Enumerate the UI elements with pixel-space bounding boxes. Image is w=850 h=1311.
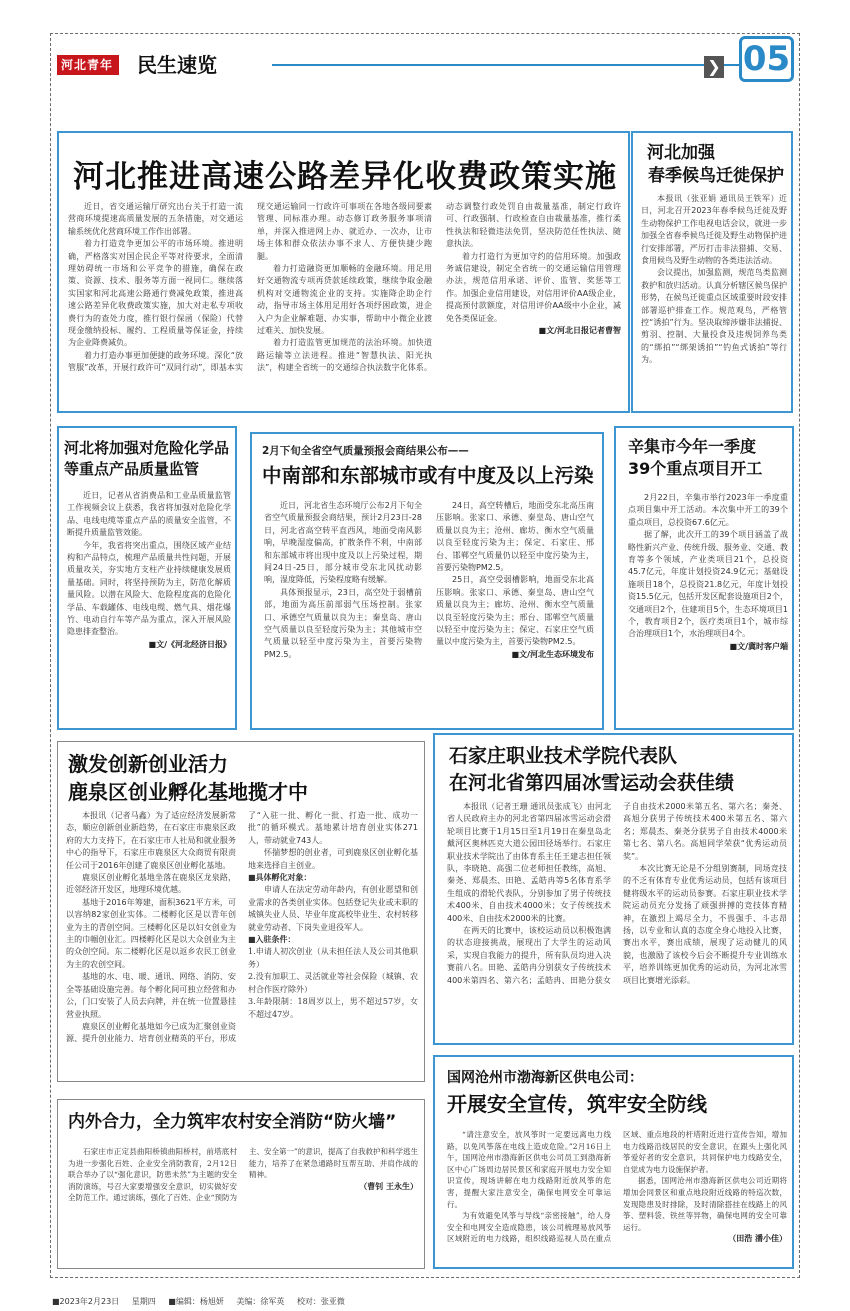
byline: （田浩 潘小佳） [728,1233,787,1244]
article-kicker: 2月下旬全省空气质量预报会商结果公布—— [262,445,469,457]
paragraph: 25日，高空受弱槽影响，地面受东北高压影响。张家口、承德、秦皇岛、唐山空气质量以良为主；廊坊、沧州、衡水空气质量以良至轻度污染为主；邢台、邯郸空气质量以轻至中度污染为主；保定、石家庄空气质量以中度污染为主，首要污染物PM2.5。 [436,575,594,647]
paragraph: 2月22日，辛集市举行2023年一季度重点项目集中开工活动。本次集中开工的39个重点项目，总投资67.6亿元。 [628,493,788,527]
subheading: ■具体孵化对象： [248,873,312,883]
byline: ■文/《河北经济日报》 [148,639,231,649]
paragraph: 具体预报显示，23日，高空处于弱槽前部，地面为高压前部弱气压场控制。张家口、承德空气质量以良为主；秦皇岛、唐山空气质量以良至轻度污染为主；其他城市空气质量以轻至中度污染为主，首要污染物PM2.5。 [264,587,422,659]
article-body [66,810,418,1078]
article-title: 辛集市今年一季度 39个重点项目开工 [628,437,763,478]
article-luquan-incubator [57,741,425,1082]
masthead [57,52,792,92]
paragraph: 为有效避免风筝与导线“亲密接触”，给人身安全和电网安全造成隐患，该公司梳理易放风筝区域附近的电力线路，组织线路巡视人员在重点区域、重点地段的杆塔附近进行宣传告知，增加电力线路沿线居民的安全意识，在跟头上强化风筝爱好者的安全意识，共同保护电力线路安全，自觉成为电力设施保护者。 [447,1130,787,1244]
article-ice-snow-games [433,733,794,1045]
paragraph: 鹿泉区创业孵化基地坐落在鹿泉区龙泉路，近邻经济开发区，地理环境优越。 [66,873,236,895]
paragraph: 着力打造行为更加守约的信用环境。加强政务诚信建设，制定全省统一的交通运输信用管理办法，规范信用承诺、评价、监管、奖惩等工作。加强企业信用建设，对信用评价AA级企业，提高预付款额度，对信用评价AA级中小企业，减免各类保证金。 [446,251,621,323]
footer-editor: ■编辑：杨旭妍 [168,1297,224,1306]
paragraph: 基地的水、电、暖、通讯、网络、消防、安全等基础设施完善。每个孵化间可独立经营和办公，门口安装了人员去向牌，并在统一位置悬挂营业执照。 [66,972,236,1019]
subheading: ■入驻条件： [248,935,296,945]
article-body [67,490,231,728]
article-body [68,1146,418,1264]
paragraph: 本报讯（记者马鑫）为了适应经济发展新常态，顺应创新创业新趋势，在石家庄市鹿泉区政府的大力支持下，在石家庄市人社局和就业服务中心的指导下，石家庄市鹿泉区大众商贸有限责任公司于2016年创建了鹿泉区创业孵化基地。 [66,811,236,870]
footer-proofreader: 校对：张亚微 [296,1297,345,1306]
paragraph: 怀揣梦想的创业者，可到鹿泉区创业孵化基地来选择自主创业。 [248,848,418,870]
article-body [641,193,787,409]
byline: ■文/河北日报记者曹智 [538,326,621,336]
list-item: 2.没有加职工、灵活就业等社会保险（城镇、农村合作医疗除外） [248,972,418,994]
newspaper-logo[interactable]: 河北青年报 [57,55,119,75]
article-title: 河北将加强对危险化学品等重点产品质量监管 [64,439,230,478]
header-rule [272,64,752,66]
page-number: 05 [739,36,794,82]
paragraph: 会议提出，加强监测，规范鸟类监测救护和放归活动。认真分析辖区候鸟保护形势，在候鸟迁徙重点区域重要时段安排部署巡护排查工作。规范观鸟，严格管控“诱拍”行为。坚决取缔涉嫌非法捕捉、剪羽、控制、大量投食及违规饲养鸟类的“绑拍”“绑架诱拍”“钓鱼式诱拍”等行为。 [641,268,787,365]
article-bird-protection [631,131,793,413]
section-title: 民生速览 [137,53,217,77]
page-footer [52,1296,355,1307]
paragraph: 本报讯（记者王珊 通讯员张成飞）由河北省人民政府主办的河北省第四届冰雪运动会滑轮项目比赛于1月15日至1月19日在秦皇岛北戴河区奥林匹克大道公园田径场举行。石家庄职业技术学院出了由体育系主任王建志担任领队，李晓艳、高强二位老师担任教练，高旭、秦尧、郑晨杰、田艳、孟皓冉等5名体育系学生组成的滑轮代表队，分别参加了男子传统技术400米、自由技术4000米；女子传统技术400米、自由技术2000米的比赛。 [447,802,611,923]
article-power-safety [433,1055,794,1269]
footer-date: ■2023年2月23日 [52,1297,120,1306]
article-highway-toll [57,131,630,413]
paragraph: 鹿泉区创业孵化基地如今已成为汇聚创业资源、提升创业能力、培育创业精英的平台，形成了“入驻一批、孵化一批、打造一批、成功一批”的循环模式。基地累计培育创业实体271人，带动就业743人。 [66,811,418,1044]
paragraph: 石家庄市正定县曲阳桥镇曲阳桥村，前塔底村为进一步强化百姓、企业安全消防教育，2月12日联合举办了以“强化意识，防患未然”为主题的安全消防演练，号召大家要增强安全意识，切实做好安全防范工作。通过演练，强化了百姓、企业“预防为主、安全第一”的意识，提高了自我救护和科学逃生能力，培养了在紧急通路时互帮互助、并肩作战的精神。 [68,1147,418,1203]
paragraph: 近日，记者从省消费品和工业品质量监管工作视频会议上获悉，我省将加强对危险化学品、电线电缆等重点产品的质量安全监管，不断提升质量监管效能。 [67,491,231,538]
article-body [628,492,788,728]
byline: ■文/冀时客户端 [729,641,788,651]
article-hazardous-chemicals [57,426,237,730]
paragraph: 基地于2016年筹建，面积3621平方米，可以容纳82家创业实体。二楼孵化区是以青年创业为主的青创空间。三楼孵化区是以妇女创业为主的巾帼创业汇。四楼孵化区是以大众创业为主的众创空间。东二楼孵化区是以返乡农民工创业为主的农创空间。 [66,897,236,969]
footer-weekday: 星期四 [131,1297,156,1306]
article-title: 激发创新创业活力 鹿泉区创业孵化基地揽才中 [68,752,308,804]
footer-designer: 美编：徐军英 [236,1297,285,1306]
paragraph: 本次比赛无论是不分组别赛制，同场竞技的不乏有体育专业优秀运动员，包括有该项目健将级水平的运动员参赛。石家庄职业技术学院运动员充分发扬了顽强拼搏的竞技体育精神，在激烈上竭尽全力，不畏强手、斗志昂扬，以专业和认真的态度全身心地投入比赛，赛出水平，赛出成绩，展现了运动健儿的风貌，也激励了该校今后会不断提升专业训练水平，培养训练更加优秀的运动员，为河北冰雪项目比赛增光添彩。 [623,864,787,985]
paragraph: 着力打造融资更加顺畅的金融环境。用足用好交通物流专项再贷款延续政策，继续争取金融机构对交通物流企业的支持。实施降企助企行动，指导市场主体用足用好各项纾困政策，进企入户为企业解难题、办实事，帮助中小微企业渡过难关、加快发展。 [257,264,432,336]
paragraph: 24日，高空转槽后，地面受东北高压南压影响。张家口、承德、秦皇岛、唐山空气质量以良为主；沧州、廊坊、衡水空气质量以良至轻度污染为主；保定、石家庄、邢台、邯郸空气质量仍以轻至中度污染为主，首要污染物PM2.5。 [436,501,594,573]
paragraph: 今年，我省将突出重点，围绕区域产业结构和产品特点，梳理产品质量共性问题，开展质量攻关，夯实地方支柱产业持续健康发展质量基础。同时，将坚持预防为主，防范化解质量风险。以潜在风险大、危险程度高的危险化学品、车载罐体、电线电缆、燃气具、烟花爆竹、电动自行车等产品为重点，深入开展风险隐患排查整治。 [67,540,231,637]
paragraph: 据悉，国网沧州市渤海新区供电公司近期将增加会同景区和重点地段附近线路的特巡次数，发现隐患及时排除，及时清除搭挂在线路上的风筝、塑料袋、铁丝等异物，确保电网的安全可靠运行。 [623,1176,787,1232]
paragraph: 本报讯（张亚娟 通讯员王铁军）近日，河北召开2023年春季候鸟迁徙及野生动物保护工作电视电话会议，就进一步加强全省春季候鸟迁徙及野生动物保护进行安排部署，严厉打击非法猎捕、交易、食用候鸟及野生动物的各类违法活动。 [641,194,787,266]
next-page-arrow-icon[interactable]: ❯ [704,56,724,78]
article-title: 国网沧州市渤海新区供电公司： 开展安全宣传，筑牢安全防线 [447,1070,707,1116]
article-title: 河北加强 春季候鸟迁徙保护 [647,143,784,186]
article-air-quality [250,432,604,730]
paragraph: 近日，省交通运输厅研究出台关于打造一流营商环境提速高质量发展的五条措施，对交通运输系统优化营商环境工作作出部署。 [68,202,243,236]
paragraph: 着力打造竞争更加公平的市场环境。推进明确，严格落实对国企民企平等对待要求，全面清理妨碍统一市场和公平竞争的措施，确保在政策、资源、技术、服务等方面一视同仁。继续落实国家和河北高速公路通行费减免政策，推进高速公路差异化收费政策实施，加大对走私专项收费行为的查处力度，推行银行保函（保险）代替现金缴纳投标、履约、工程质量等保证金，持续为企业降费减负。 [68,239,243,348]
paragraph: 近日，河北省生态环境厅公布2月下旬全省空气质量预报会商结果，预计2月23日-28日，河北省高空转平直西风，地面受南风影响，早晚湿度偏高，扩散条件不利，中南部和东部城市将出现中度及以上污染过程，期间24日-25日，部分城市受东北风扰动影响，湿度降低，污染程度略有缓解。 [264,501,422,585]
list-item: 1.申请人初次创业（从未担任法人及公司其他职务） [248,947,418,969]
article-body [68,201,621,405]
article-fire-safety [57,1099,425,1269]
article-title: 石家庄职业技术学院代表队 在河北省第四届冰雪运动会获佳绩 [449,745,735,794]
paragraph: 着力打造办事更加便捷的政务环境。深化“放管服”改革，开展行政许可“双同行动”，即基本实现交通运输同一行政许可事项在各地各级同要素管理、同标准办理。动态修订政务服务事项清单，并深入推进网上办、就近办、一次办，让市场主体和群众依法办事不求人、方便快捷少跑腿。 [68,202,432,373]
byline: ■文/河北生态环境发布 [511,649,594,659]
article-title: 河北推进高速公路差异化收费政策实施 [73,159,617,195]
paragraph: “请注意安全，放风筝时一定要远离电力线路，以免风筝落在电线上造成危险。”2月16日上午，国网沧州市渤海新区供电公司员工到渤海新区中心广场周边居民景区和家庭开展电力安全知识宣传，现场讲解在电力线路附近放风筝的危害，提醒大家注意安全，确保电网安全可靠运行。 [447,1130,611,1209]
article-body [447,1129,787,1265]
article-title: 中南部和东部城市或有中度及以上污染 [262,464,594,487]
paragraph: 在两天的比赛中，该校运动员以积极饱满的状态迎接挑战，展现出了大学生的运动风采，实现自我能力的提升，所有队员均进入决赛前八名。田艳、孟皓冉分别获女子传统技术400米第四名、第六名；孟皓冉、田艳分获女子自由技术2000米第五名、第六名；秦尧、高旭分获男子传统技术400米第五名、第六名；郑晨杰、秦尧分获男子自由技术4000米第七名、第八名。高旭同学荣获“优秀运动员奖”。 [447,802,787,985]
paragraph: 据了解，此次开工的39个项目涵盖了战略性新兴产业、传统升级、服务业、交通、教育等多个领域，产业类项目21个，总投资45.7亿元，年度计划投资24.9亿元；基础设施项目18个，总投资21.8亿元，年度计划投资15.5亿元，包括开发区配套设施项目2个，交通项目2个，住建项目5个，生态环境项目1个，教育项目2个，医疗类项目1个，城市综合治理项目1个，水治理项目4个。 [628,530,788,639]
paragraph: 申请人在法定劳动年龄内，有创业愿望和创业需求的各类创业实体。包括登记失业或未职的城镇失业人员、毕业年度高校毕业生、农村转移就业劳动者、下岗失业退役军人。 [248,885,418,932]
article-body [264,500,594,728]
list-item: 3.年龄限制：18周岁以上，男不超过57岁，女不超过47岁。 [248,997,418,1019]
article-body [447,801,787,1041]
byline: （曹钊 王永生） [359,1180,418,1191]
article-title: 内外合力，全力筑牢农村安全消防“防火墙” [68,1112,397,1132]
paragraph: 着力打造监管更加规范的法治环境。加快道路运输等立法进程。推进“智慧执法、阳光执法”，构建全省统一的交通综合执法数字化体系。动态调整行政处罚自由裁量基准，制定行政许可、行政强制、行政检查自由裁量基准，推行柔性执法和轻微违法免罚，坚决防范任性执法、随意执法。 [257,202,621,373]
article-xinji-projects [614,426,794,730]
